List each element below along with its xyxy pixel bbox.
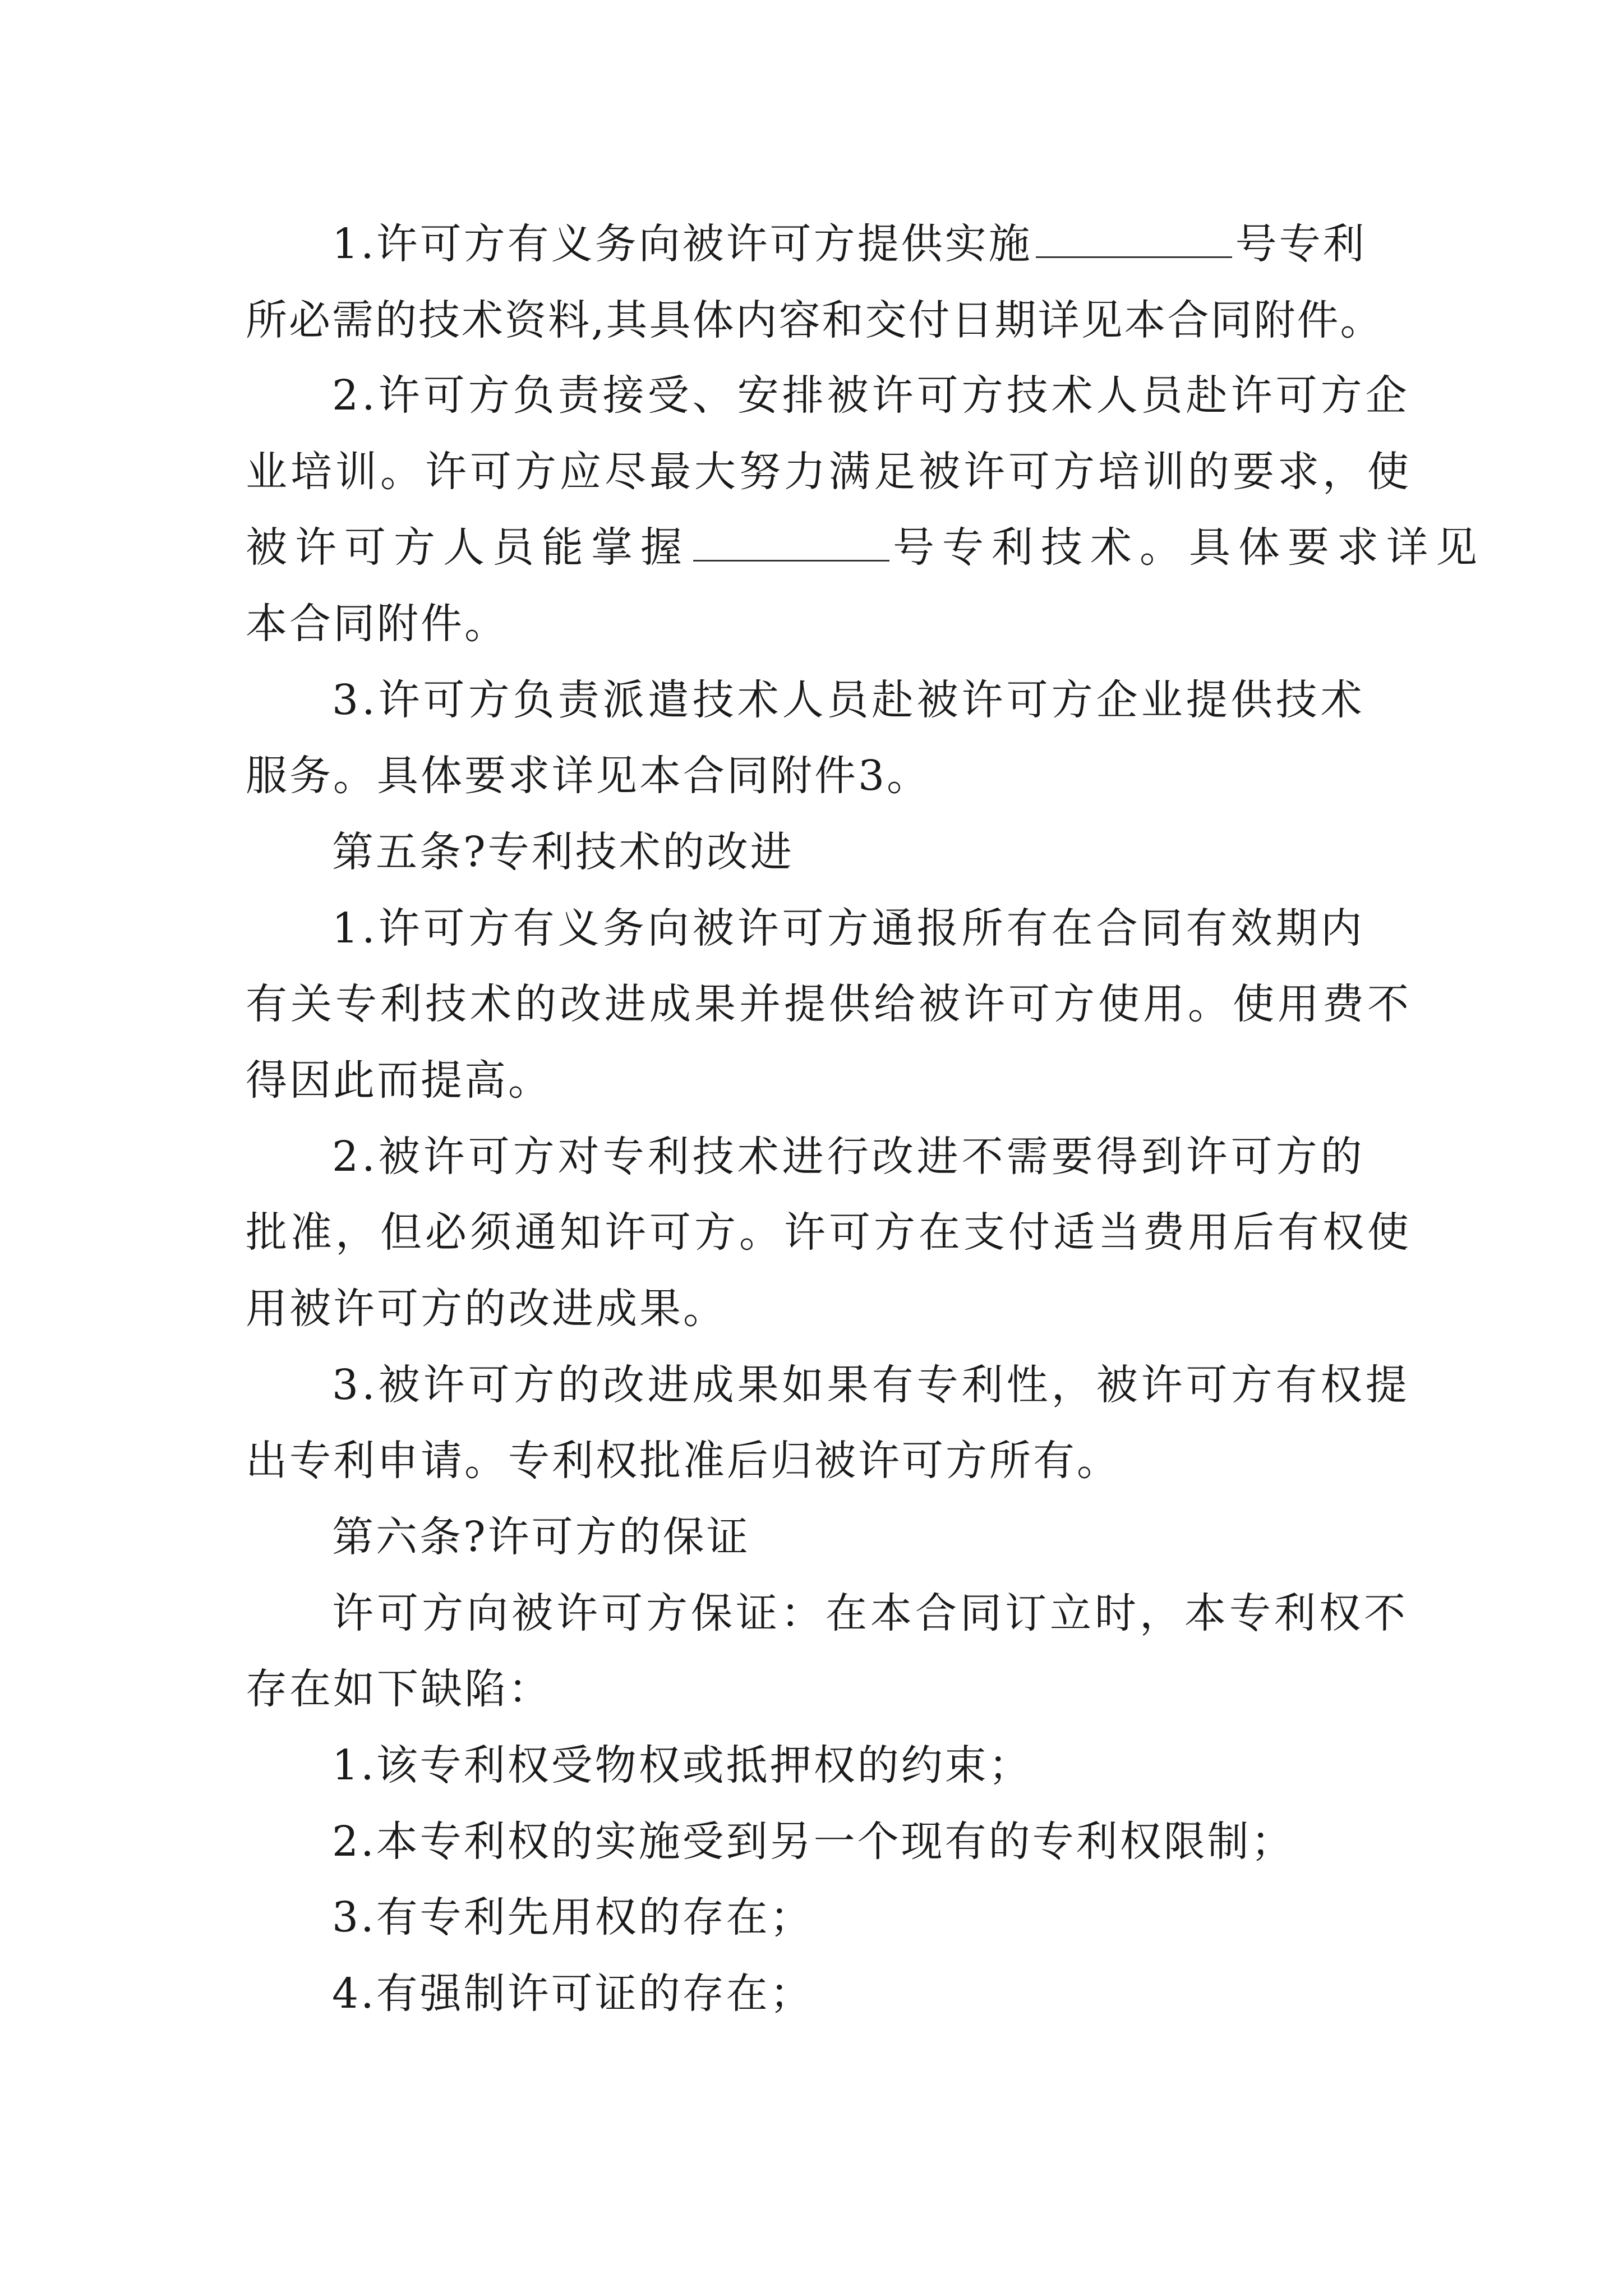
line-text: 存在如下缺陷： <box>246 1665 552 1713</box>
line-text: 1.该专利权受物权或抵押权的约束； <box>332 1741 1032 1789</box>
section-heading <box>332 825 794 879</box>
line-text: 有关专利技术的改进成果并提供给被许可方使用。使用费不 <box>246 980 1412 1028</box>
paragraph-line <box>332 217 1367 271</box>
paragraph-line <box>246 521 1485 574</box>
line-text: 被许可方人员能掌握 <box>246 523 690 572</box>
paragraph-line <box>246 293 1384 347</box>
paragraph-line <box>332 901 1366 955</box>
line-text: 批准，但必须通知许可方。许可方在支付适当费用后有权使 <box>246 1208 1412 1257</box>
section-heading <box>332 1510 750 1564</box>
line-text: 许可方向被许可方保证：在本合同订立时，本专利权不 <box>332 1589 1409 1637</box>
line-text: 本合同附件。 <box>246 600 508 648</box>
paragraph-line <box>332 1586 1409 1640</box>
list-item <box>332 1890 814 1944</box>
paragraph-line <box>246 1282 727 1336</box>
line-text: 出专利申请。专利权批准后归被许可方所有。 <box>246 1437 1121 1485</box>
paragraph-line <box>332 369 1410 422</box>
line-text: 2.被许可方对专利技术进行改进不需要得到许可方的 <box>332 1133 1366 1181</box>
line-text: 用被许可方的改进成果。 <box>246 1285 727 1333</box>
fill-in-blank <box>693 521 889 562</box>
paragraph-line <box>332 1358 1410 1412</box>
line-text: 1.许可方有义务向被许可方提供实施 <box>332 220 1032 268</box>
line-text: 1.许可方有义务向被许可方通报所有在合同有效期内 <box>332 904 1366 953</box>
line-text: 号专利技术。具体要求详见 <box>893 523 1485 572</box>
fill-in-blank <box>1036 217 1232 258</box>
line-text: 3.有专利先用权的存在； <box>332 1893 814 1941</box>
line-text: 得因此而提高。 <box>246 1056 552 1105</box>
line-text: 3.许可方负责派遣技术人员赴被许可方企业提供技术 <box>332 676 1366 724</box>
line-text: 3.被许可方的改进成果如果有专利性，被许可方有权提 <box>332 1361 1410 1409</box>
paragraph-line <box>332 673 1366 727</box>
paragraph-line <box>332 1130 1366 1184</box>
line-text: 业培训。许可方应尽最大努力满足被许可方培训的要求，使 <box>246 448 1412 496</box>
paragraph-line <box>246 597 508 651</box>
line-text: 服务。具体要求详见本合同附件3。 <box>246 752 931 800</box>
paragraph-line <box>246 977 1412 1031</box>
paragraph-line <box>246 749 930 803</box>
list-item <box>332 1738 1032 1792</box>
paragraph-line <box>246 445 1412 499</box>
paragraph-line <box>246 1434 1121 1488</box>
line-text: 2.本专利权的实施受到另一个现有的专利权限制； <box>332 1818 1295 1866</box>
line-text: 2.许可方负责接受、安排被许可方技术人员赴许可方企 <box>332 371 1410 420</box>
paragraph-line <box>246 1205 1412 1259</box>
line-text: 4.有强制许可证的存在； <box>332 1970 814 2018</box>
paragraph-line <box>246 1053 552 1107</box>
line-text: 第六条?许可方的保证 <box>332 1513 750 1561</box>
paragraph-line <box>246 1662 552 1716</box>
list-item <box>332 1967 814 2021</box>
list-item <box>332 1815 1295 1869</box>
line-text: 所必需的技术资料,其具体内容和交付日期详见本合同附件。 <box>246 296 1384 344</box>
line-text: 号专利 <box>1235 220 1367 268</box>
line-text: 第五条?专利技术的改进 <box>332 828 794 876</box>
